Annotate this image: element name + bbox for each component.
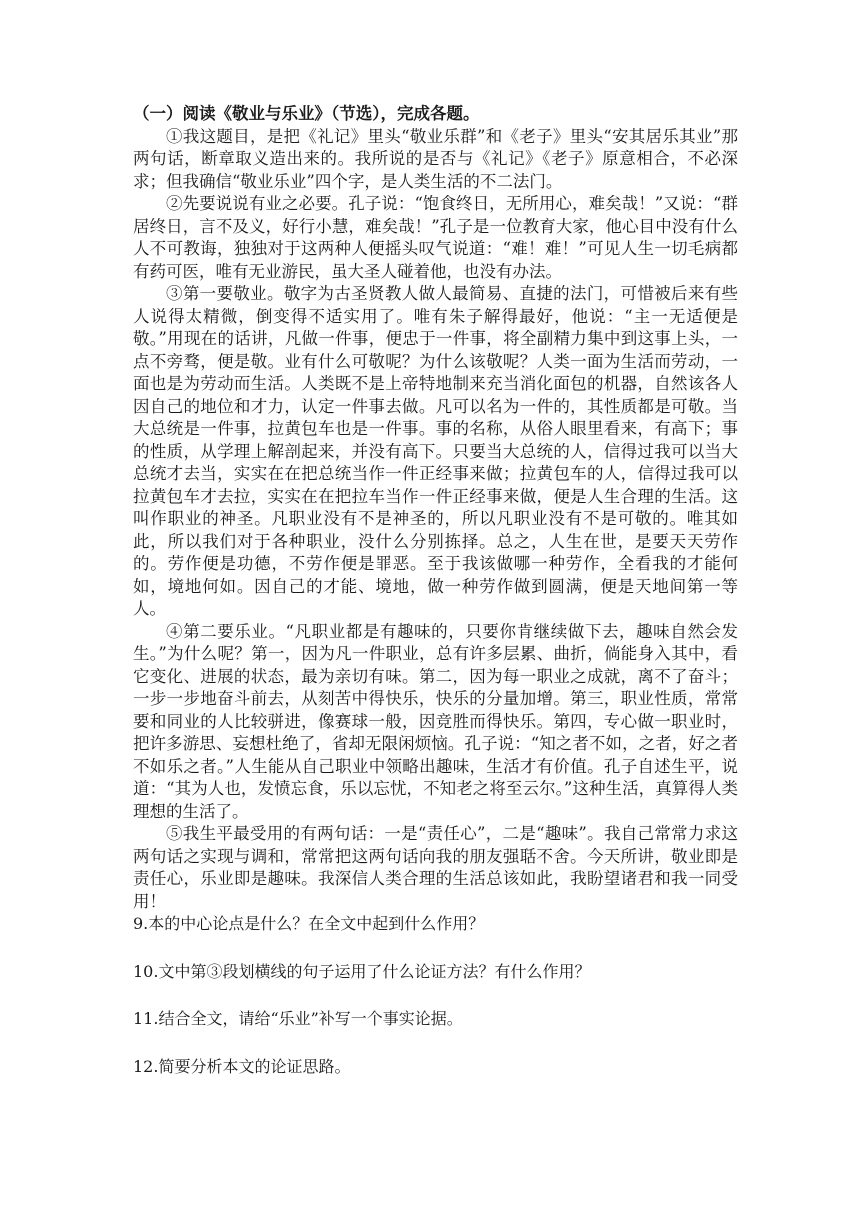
paragraph-3: ③第一要敬业。敬字为古圣贤教人做人最简易、直捷的法门，可惜被后来有些人说得太精微，倒变得不适实用了。唯有朱子解得最好，他说：“主一无适便是敬。”用现在的话讲，凡做一件事，便忠于一件事，将全副精力集中到这事上头，一点不旁骛，便是敬。业有什么可敬呢？为什么该敬呢？人类一面为生活而劳动，一面也是为劳动而生活。人类既不是上帝特地制来充当消化面包的机器，自然该各人因自己的地位和才力，认定一件事去做。凡可以名为一件的，其性质都是可敬。当大总统是一件事，拉黄包车也是一件事。事的名称，从俗人眼里看来，有高下；事的性质，从学理上解剖起来，并没有高下。只要当大总统的人，信得过我可以当大总统才去当，实实在在把总统当作一件正经事来做；拉黄包车的人，信得过我可以拉黄包车才去拉，实实在在把拉车当作一件正经事来做，便是人生合理的生活。这叫作职业的神圣。凡职业没有不是神圣的，所以凡职业没有不是可敬的。唯其如此，所以我们对于各种职业，没什么分别拣择。总之，人生在世，是要天天劳作的。劳作便是功德，不劳作便是罪恶。至于我该做哪一种劳作，全看我的才能何如，境地何如。因自己的才能、境地，做一种劳作做到圆满，便是天地间第一等人。 [133, 284, 738, 618]
paragraph-2: ②先要说说有业之必要。孔子说：“饱食终日，无所用心，难矣哉！”又说：“群居终日，言不及义，好行小慧，难矣哉！”孔子是一位教育大家，他心目中没有什么人不可教诲，独独对于这两种人便摇头叹气说道：“难！难！”可见人生一切毛病都有药可医，唯有无业游民，虽大圣人碰着他，也没有办法。 [133, 194, 738, 281]
paragraph-4: ④第二要乐业。“凡职业都是有趣味的，只要你肯继续做下去，趣味自然会发生。”为什么呢？第一，因为凡一件职业，总有许多层累、曲折，倘能身入其中，看它变化、进展的状态，最为亲切有味。第二，因为每一职业之成就，离不了奋斗；一步一步地奋斗前去，从刻苦中得快乐，快乐的分量加增。第三，职业性质，常常要和同业的人比较骈进，像赛球一般，因竞胜而得快乐。第四，专心做一职业时，把许多游思、妄想杜绝了，省却无限闲烦恼。孔子说：“知之者不如，之者，好之者不如乐之者。”人生能从自己职业中领略出趣味，生活才有价值。孔子自述生平，说道：“其为人也，发愤忘食，乐以忘忧，不知老之将至云尔。”这种生活，真算得人类理想的生活了。 [133, 621, 738, 821]
paragraph-5: ⑤我生平最受用的有两句话：一是“责任心”，二是“趣味”。我自己常常力求这两句话之实现与调和，常常把这两句话向我的朋友强聒不舍。今天所讲，敬业即是责任心，乐业即是趣味。我深信人类合理的生活总该如此，我盼望诸君和我一同受用！ [133, 824, 738, 911]
question-11: 11.结合全文，请给“乐业”补写一个事实论据。 [133, 1009, 463, 1028]
document-page [133, 103, 738, 1078]
question-10: 10.文中第③段划横线的句子运用了什么论证方法？有什么作用？ [133, 961, 591, 981]
question-12: 12.简要分析本文的论证思路。 [133, 1056, 351, 1076]
paragraph-1: ①我这题目，是把《礼记》里头“敬业乐群”和《老子》里头“安其居乐其业”那两句话，断章取义造出来的。我所说的是否与《礼记》《老子》原意相合，不必深求；但我确信“敬业乐业”四个字，是人类生活的不二法门。 [133, 126, 738, 191]
section-title: （一）阅读《敬业与乐业》（节选），完成各题。 [133, 104, 480, 123]
question-9: 9.本的中心论点是什么？在全文中起到什么作用？ [133, 914, 485, 933]
